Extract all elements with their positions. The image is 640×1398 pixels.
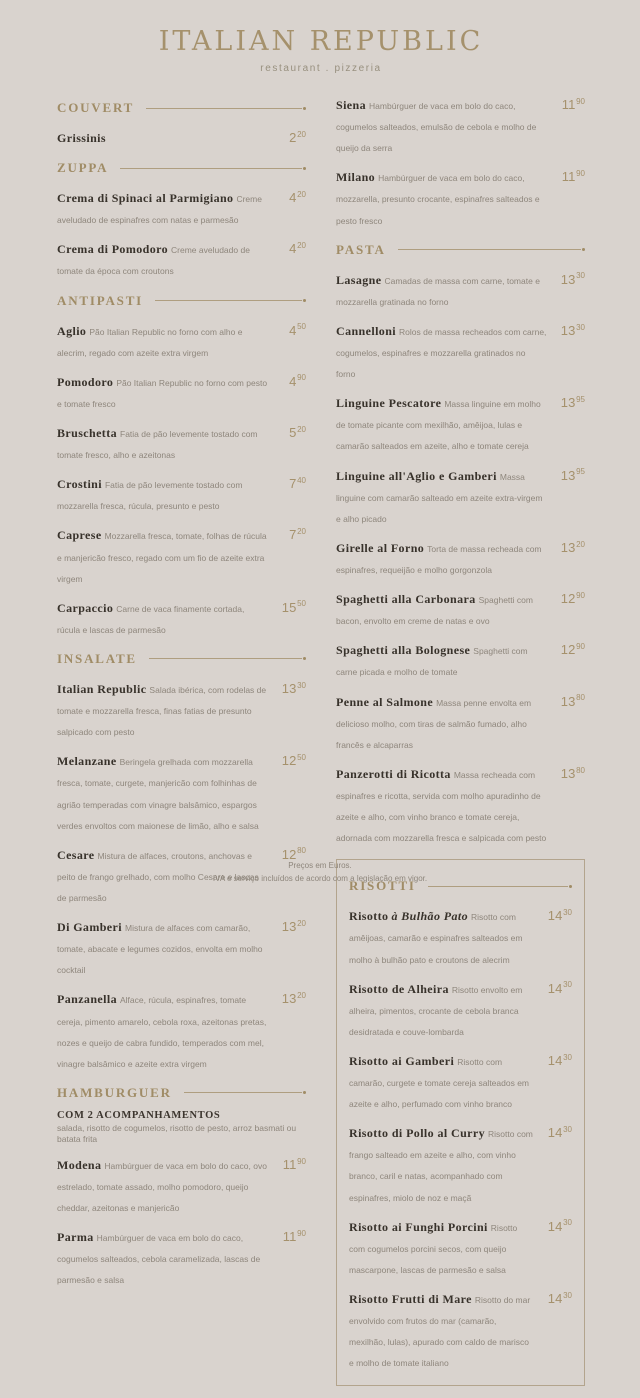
price-euros: 13 <box>281 991 297 1007</box>
menu-item-description: Rolos de massa recheados com carne, cogumelos, espinafres e mozzarella gratinados no forno <box>336 326 547 380</box>
menu-item-name: Modena <box>57 1157 102 1172</box>
menu-item-description: Risotto com frango salteado em azeite e alho, com vinho branco, caril e natas, acompanhado com espinafres, miolo de noz e maçã <box>349 1129 533 1203</box>
menu-section <box>57 293 306 639</box>
price-cents: 90 <box>297 1156 306 1166</box>
section-rule-dot-icon <box>303 657 306 660</box>
price-euros: 11 <box>282 1156 297 1172</box>
price-euros: 13 <box>281 680 297 696</box>
price-cents: 50 <box>297 322 306 332</box>
menu-item <box>336 465 585 528</box>
price-euros: 13 <box>560 765 576 781</box>
menu-header <box>57 26 585 74</box>
price-euros: 13 <box>560 271 576 287</box>
price-euros: 13 <box>560 539 576 555</box>
menu-item-name: Aglio <box>57 323 87 338</box>
menu-item-description: Risotto com cogumelos porcini secos, com queijo mascarpone, lascas de parmesão e salsa <box>349 1222 518 1275</box>
menu-item-name: Siena <box>336 98 367 112</box>
price-cents: 20 <box>297 189 306 199</box>
price-euros: 14 <box>547 980 563 996</box>
menu-item-price <box>561 320 585 341</box>
menu-item <box>57 916 306 979</box>
menu-item-description: Torta de massa recheada com espinafres, requeijão e molho gorgonzola <box>336 543 542 575</box>
price-euros: 11 <box>561 169 576 185</box>
menu-item-description: Risotto do mar envolvido com frutos do mar (camarão, mexilhão, lulas), apurado com caldo de marisco e molho de tomate italiano <box>349 1295 531 1369</box>
menu-columns <box>57 94 585 1398</box>
menu-item-price <box>289 187 306 208</box>
menu-item-name: Risotto ai Funghi Porcini <box>349 1219 488 1234</box>
menu-item-price <box>282 678 306 699</box>
menu-item <box>336 94 585 157</box>
price-cents: 90 <box>576 96 585 106</box>
menu-item-description: Hambúrguer de vaca em bolo do caco, cogumelos salteados, cebola caramelizada, lascas de parmesão e salsa <box>57 1233 261 1286</box>
price-cents: 90 <box>297 1228 306 1238</box>
menu-column-right <box>336 94 585 1398</box>
menu-item-name: Crema di Pomodoro <box>57 242 169 257</box>
section-header <box>57 100 306 116</box>
menu-item-description: Beringela grelhada com mozzarella fresca, tomate, curgete, manjericão com folhinhas de agrião temperadas com vinagre balsâmico, espargos verdes envoltos com maionese de limão, alho e salsa <box>57 757 259 831</box>
price-cents: 95 <box>576 394 585 404</box>
section-header <box>57 293 306 309</box>
menu-item-price <box>548 1288 572 1309</box>
menu-item-name: Panzerotti di Ricotta <box>336 766 451 781</box>
menu-item-price <box>289 127 306 148</box>
menu-item-price <box>561 639 585 660</box>
price-cents: 30 <box>563 1052 572 1062</box>
menu-item-price <box>282 988 306 1009</box>
section-title: HAMBURGUER <box>57 1084 172 1100</box>
section-rule-line <box>428 886 568 887</box>
price-cents: 30 <box>563 1218 572 1228</box>
section-title: COUVERT <box>57 100 135 115</box>
menu-item-price <box>289 320 306 341</box>
menu-item-description: Creme aveludado de espinafres com natas e parmesão <box>57 194 262 226</box>
price-euros: 12 <box>560 591 576 607</box>
price-cents: 20 <box>297 241 306 250</box>
section-header <box>57 1085 306 1101</box>
menu-item-description: Hambúrguer de vaca em bolo do caco, ovo estrelado, tomate assado, molho pomodoro, queijo cheddar, azeitonas e manjericão <box>57 1160 267 1214</box>
menu-section <box>336 242 585 848</box>
price-euros: 12 <box>281 753 297 769</box>
price-euros: 7 <box>289 476 297 492</box>
section-header <box>57 160 306 176</box>
menu-item <box>57 678 306 741</box>
section-note <box>57 1110 306 1145</box>
section-items <box>57 1154 306 1290</box>
price-cents: 80 <box>297 846 306 856</box>
menu-item-price <box>562 166 585 187</box>
menu-item-name: Cannelloni <box>336 323 397 338</box>
menu-item-price <box>289 473 306 494</box>
menu-item <box>57 750 306 834</box>
price-euros: 14 <box>547 1052 563 1068</box>
price-cents: 30 <box>576 271 585 281</box>
menu-section <box>57 100 306 148</box>
menu-item-name: Caprese <box>57 528 102 543</box>
price-cents: 20 <box>297 918 306 928</box>
menu-item-description: Fatia de pão levemente tostado com mozzarella fresca, rúcula, presunto e pesto <box>57 480 243 512</box>
menu-item <box>57 187 306 229</box>
section-title: RISOTTI <box>349 878 416 894</box>
menu-item-price <box>561 588 585 609</box>
section-rule-line <box>149 658 302 659</box>
section-rule-line <box>155 300 302 301</box>
section-items <box>57 320 306 639</box>
menu-item <box>57 597 306 639</box>
footer-vat-note: IVA e serviço incluídos de acordo com a legislação em vigor. <box>212 873 428 883</box>
price-euros: 14 <box>547 1125 563 1141</box>
section-title: PASTA <box>336 241 386 257</box>
menu-item-name: Lasagne <box>336 272 382 287</box>
section-rule-dot-icon <box>569 885 572 888</box>
menu-item-name: Italian Republic <box>57 681 147 696</box>
menu-item <box>349 978 572 1041</box>
menu-section <box>336 859 585 1386</box>
section-rule-line <box>146 108 302 109</box>
price-cents: 20 <box>297 129 306 139</box>
menu-item-price <box>561 392 585 413</box>
price-euros: 11 <box>282 1229 297 1245</box>
price-euros: 12 <box>560 642 576 658</box>
menu-item-name: Risotto de Alheira <box>349 981 449 996</box>
price-cents: 90 <box>576 169 585 178</box>
menu-item-description: Pão Italian Republic no forno com pesto e tomate fresco <box>57 377 268 409</box>
menu-item <box>336 537 585 579</box>
price-euros: 14 <box>547 1218 563 1234</box>
menu-item-description: Alface, rúcula, espinafres, tomate cereja, pimento amarelo, cebola roxa, azeitonas pretas, nozes e queijo de cabra fundido, temperados com mel, vinagre balsâmico e azeite extra virgem <box>57 995 267 1069</box>
menu-item-name: Risotto ai Gamberi <box>349 1053 455 1068</box>
menu-item <box>336 166 585 229</box>
price-euros: 4 <box>289 241 297 257</box>
menu-item-description: Risotto com camarão, curgete e tomate cereja salteados em azeite e alho, perfumado com vinho branco <box>349 1056 530 1110</box>
menu-item <box>336 763 585 847</box>
menu-item-description: Salada ibérica, com rodelas de tomate e mozzarella fresca, finas fatias de presunto salpicado com pesto <box>57 684 267 738</box>
menu-item-price <box>282 597 306 618</box>
menu-item-price <box>289 524 306 545</box>
price-euros: 14 <box>547 908 563 924</box>
price-euros: 12 <box>281 846 297 862</box>
menu-item-price <box>561 269 585 290</box>
menu-item-name: Crema di Spinaci al Parmigiano <box>57 191 234 206</box>
menu-item-name: Panzanella <box>57 992 117 1007</box>
menu-item <box>349 1122 572 1206</box>
menu-item-description: Risotto envolto em alheira, pimentos, crocante de cebola branca desidratada e couve-lombarda <box>349 984 523 1037</box>
menu-item-description: Mistura de alfaces, croutons, anchovas e peito de frango grelhado, com molho Cesare e lascas de parmesão <box>57 850 259 903</box>
price-cents: 20 <box>576 539 585 549</box>
menu-item-price <box>548 905 572 926</box>
menu-item-description: Massa penne envolta em delicioso molho, com tiras de salmão fumado, alho francês e alcaparras <box>336 697 532 750</box>
price-cents: 95 <box>576 467 585 477</box>
price-cents: 90 <box>297 373 306 383</box>
menu-item <box>336 392 585 455</box>
menu-item-description: Massa linguine com camarão salteado em azeite extra-virgem e alho picado <box>336 471 543 524</box>
price-cents: 30 <box>563 1290 572 1300</box>
menu-item-price <box>548 1216 572 1237</box>
price-cents: 80 <box>576 765 585 775</box>
menu-item-description: Mistura de alfaces com camarão, tomate, abacate e legumes cozidos, envolta em molho cocktail <box>57 923 263 976</box>
section-items <box>57 187 306 280</box>
menu-item-description: Carne de vaca finamente cortada, rúcula e lascas de parmesão <box>57 603 245 635</box>
price-cents: 80 <box>576 693 585 703</box>
menu-item-price <box>282 750 306 771</box>
menu-item-price <box>548 978 572 999</box>
section-rule-dot-icon <box>582 248 585 251</box>
menu-item-description: Hambúrguer de vaca em bolo do caco, mozzarella, presunto crocante, espinafres salteados e pesto fresco <box>336 173 540 226</box>
menu-item-name: Risotto Frutti di Mare <box>349 1292 472 1307</box>
price-euros: 13 <box>560 467 576 483</box>
menu-item <box>336 320 585 383</box>
price-euros: 2 <box>289 130 297 145</box>
footer-prices-note: Preços em Euros. <box>288 861 352 871</box>
section-rule-dot-icon <box>303 167 306 170</box>
menu-item-price <box>548 1122 572 1143</box>
price-cents: 40 <box>297 475 306 485</box>
price-euros: 13 <box>560 322 576 338</box>
menu-item-price <box>283 1154 306 1175</box>
menu-item-name: Carpaccio <box>57 600 114 615</box>
menu-item-price <box>289 371 306 392</box>
section-header <box>57 651 306 667</box>
section-title: ANTIPASTI <box>57 292 144 308</box>
restaurant-subtitle: restaurant . pizzeria <box>260 63 382 74</box>
menu-item-description: Risotto com amêijoas, camarão e espinafres salteados em molho à bulhão pato e croutons de alecrim <box>349 912 523 965</box>
price-euros: 15 <box>281 599 297 615</box>
restaurant-title: ITALIAN REPUBLIC <box>158 26 484 57</box>
section-header <box>336 242 585 258</box>
menu-item-description: Spaghetti com bacon, envolto em creme de natas e ovo <box>336 595 533 627</box>
section-note-text: salada, risotto de cogumelos, risotto de pesto, arroz basmati ou batata frita <box>57 1122 297 1144</box>
menu-item-name: Risotto <box>349 909 389 924</box>
menu-item-name: Linguine all'Aglio e Gamberi <box>336 468 497 483</box>
price-cents: 50 <box>297 599 306 609</box>
menu-footer <box>0 860 640 885</box>
price-euros: 4 <box>289 373 297 389</box>
price-euros: 13 <box>281 919 297 935</box>
section-items <box>336 94 585 230</box>
menu-item <box>57 422 306 464</box>
menu-section <box>57 160 306 280</box>
section-items <box>336 269 585 848</box>
price-euros: 13 <box>560 395 576 411</box>
menu-item-name: Linguine Pescatore <box>336 396 442 411</box>
menu-item <box>349 1216 572 1279</box>
menu-item <box>57 1226 306 1289</box>
menu-item <box>349 905 572 968</box>
menu-item-description: Mozzarella fresca, tomate, folhas de rúcula e manjericão fresco, regado com um fio de azeite extra virgem <box>57 531 267 584</box>
menu-item-name: Parma <box>57 1230 94 1245</box>
menu-item <box>57 1154 306 1217</box>
price-euros: 7 <box>289 527 297 543</box>
menu-item <box>336 691 585 754</box>
price-cents: 30 <box>563 1124 572 1134</box>
menu-item-name: Crostini <box>57 477 102 492</box>
price-euros: 4 <box>289 190 297 206</box>
price-cents: 20 <box>297 424 306 434</box>
menu-section <box>336 94 585 230</box>
menu-item-price <box>561 465 585 486</box>
menu-item-price <box>561 537 585 558</box>
menu-item-description: Massa linguine em molho de tomate picante com mexilhão, amêijoa, lulas e camarão salteados em azeite, alho e tomate cereja <box>336 399 541 452</box>
menu-item-name: Girelle al Forno <box>336 540 425 555</box>
menu-item <box>57 127 306 148</box>
price-cents: 20 <box>297 527 306 537</box>
menu-item <box>336 639 585 681</box>
section-items <box>57 127 306 148</box>
menu-item <box>57 238 306 280</box>
section-note-title: COM 2 ACOMPANHAMENTOS <box>57 1109 221 1121</box>
price-cents: 20 <box>297 991 306 1001</box>
price-euros: 14 <box>547 1291 563 1307</box>
menu-item-name: Di Gamberi <box>57 920 122 935</box>
price-euros: 5 <box>289 424 297 440</box>
menu-item-price <box>562 94 585 115</box>
menu-item <box>57 524 306 587</box>
price-euros: 13 <box>560 693 576 709</box>
menu-item-name: Cesare <box>57 847 95 862</box>
menu-item-description: Pão Italian Republic no forno com alho e alecrim, regado com azeite extra virgem <box>57 326 243 358</box>
menu-item-description: Fatia de pão levemente tostado com tomate fresco, alho e azeitonas <box>57 428 258 461</box>
menu-item <box>336 269 585 311</box>
menu-item-name: Grissinis <box>57 131 106 145</box>
section-rule-line <box>120 168 302 169</box>
menu-column-left <box>57 94 306 1302</box>
price-cents: 30 <box>297 680 306 690</box>
price-euros: 11 <box>561 97 576 112</box>
menu-item <box>57 320 306 362</box>
section-rule-line <box>398 249 581 250</box>
menu-item-name: Penne al Salmone <box>336 694 434 709</box>
menu-item-description: Massa recheada com espinafres e ricotta, servida com molho apuradinho de azeite e alho, com vinho branco e tomate cereja, adornada com mozzarella fresca e salpicada com pesto <box>336 769 547 844</box>
menu-item-name: Spaghetti alla Bolognese <box>336 643 471 658</box>
menu-item-name: Spaghetti alla Carbonara <box>336 592 476 607</box>
section-title: INSALATE <box>57 650 137 666</box>
menu-item <box>57 371 306 413</box>
section-rule-dot-icon <box>303 1091 306 1094</box>
menu-item-name: Risotto di Pollo al Curry <box>349 1126 485 1141</box>
menu-item-name-italic: à Bulhão Pato <box>391 909 469 924</box>
section-rule-line <box>184 1092 302 1093</box>
menu-item <box>349 1288 572 1372</box>
price-cents: 30 <box>576 322 585 332</box>
menu-item-name: Melanzane <box>57 754 117 769</box>
section-rule-dot-icon <box>303 299 306 302</box>
menu-item-description: Camadas de massa com carne, tomate e mozzarella gratinada no forno <box>336 275 540 307</box>
menu-item <box>336 588 585 630</box>
section-rule-dot-icon <box>303 107 306 110</box>
price-cents: 50 <box>297 752 306 762</box>
menu-item <box>57 988 306 1072</box>
menu-item-price <box>282 916 306 937</box>
menu-item-name: Pomodoro <box>57 374 114 389</box>
menu-item-description: Creme aveludado de tomate da época com croutons <box>57 245 250 277</box>
price-euros: 4 <box>289 322 297 338</box>
menu-item-description: Spaghetti com carne picada e molho de tomate <box>336 646 528 678</box>
menu-item-price <box>548 1050 572 1071</box>
menu-item <box>57 473 306 515</box>
menu-item-price <box>561 691 585 712</box>
section-items <box>349 905 572 1372</box>
menu-item-price <box>289 422 306 443</box>
menu-item <box>349 1050 572 1113</box>
menu-item-price <box>289 238 306 259</box>
section-title: ZUPPA <box>57 160 109 176</box>
price-cents: 30 <box>563 907 572 917</box>
price-cents: 30 <box>563 980 572 990</box>
price-cents: 90 <box>576 641 585 651</box>
menu-section <box>57 1085 306 1290</box>
price-cents: 90 <box>576 590 585 600</box>
menu-item-description: Hambúrguer de vaca em bolo do caco, cogumelos salteados, emulsão de cebola e molho de queijo da serra <box>336 101 537 154</box>
menu-item-name: Bruschetta <box>57 425 117 440</box>
menu-item-name: Milano <box>336 170 376 185</box>
menu-item-price <box>283 1226 306 1247</box>
menu-item-price <box>561 763 585 784</box>
